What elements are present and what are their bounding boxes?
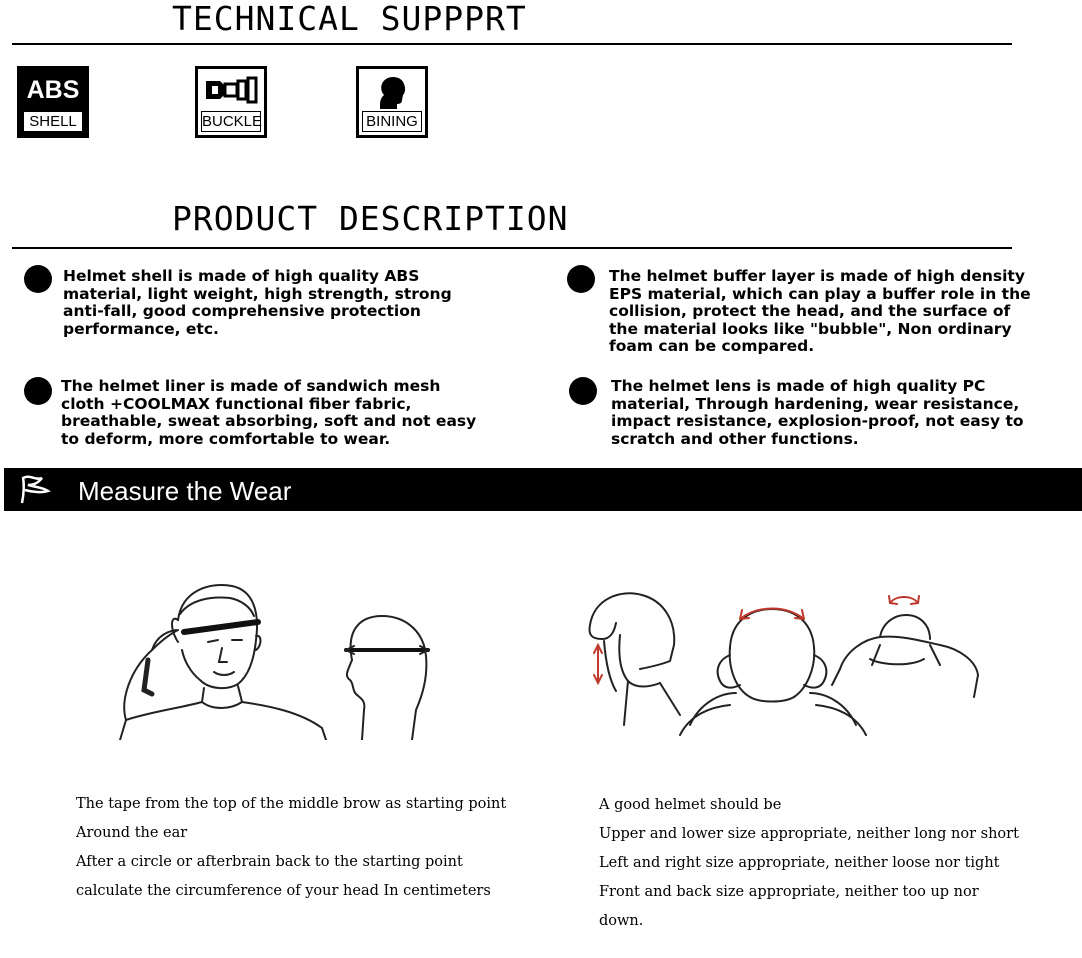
badge-abs-shell <box>17 66 89 138</box>
bullet-icon <box>567 265 595 293</box>
description-shell: Helmet shell is made of high quality ABS material, light weight, high strength, strong anti-fall, good comprehensive protection performance, etc. <box>63 267 452 338</box>
helmet-fit-guidelines <box>599 791 1019 936</box>
flag-icon <box>18 475 56 505</box>
measure-banner <box>4 468 1082 511</box>
instruction-line: The tape from the top of the middle brow as starting point <box>76 796 507 812</box>
guideline-line: down. <box>599 913 644 929</box>
description-liner: The helmet liner is made of sandwich mesh cloth +COOLMAX functional fiber fabric, breathable, sweat absorbing, soft and not easy to deform, more comfortable to wear. <box>61 377 477 448</box>
technical-support-heading: TECHNICAL SUPPPRT <box>172 0 527 38</box>
product-description-rule <box>12 247 1012 249</box>
bullet-icon <box>24 377 52 405</box>
measure-banner-title: Measure the Wear <box>78 476 292 506</box>
guideline-line: Front and back size appropriate, neither too up nor <box>599 884 979 900</box>
badge-bining <box>356 66 428 138</box>
buckle-icon <box>202 75 260 105</box>
badge-buckle <box>195 66 267 138</box>
guideline-line: A good helmet should be <box>599 797 782 813</box>
guideline-line: Left and right size appropriate, neither loose nor tight <box>599 855 1000 871</box>
instruction-line: Around the ear <box>76 825 188 841</box>
product-description-heading: PRODUCT DESCRIPTION <box>172 199 569 238</box>
bullet-icon <box>24 265 52 293</box>
measure-instructions <box>76 790 506 906</box>
technical-support-rule <box>12 43 1012 45</box>
description-buffer-layer: The helmet buffer layer is made of high density EPS material, which can play a buffer role in the collision, protect the head, and the surface of the material looks like "bubble", Non ordinary foam can be compared. <box>609 267 1031 355</box>
badge-abs-label: ABS <box>26 76 80 104</box>
head-icon <box>372 75 412 109</box>
badge-buckle-label: BUCKLE <box>202 113 263 130</box>
badge-shell-label: SHELL <box>23 111 83 132</box>
badge-bining-label: BINING <box>362 111 422 132</box>
head-measure-illustration <box>60 580 460 740</box>
guideline-line: Upper and lower size appropriate, neither long nor short <box>599 826 1019 842</box>
helmet-fit-illustration <box>580 585 990 750</box>
bullet-icon <box>569 377 597 405</box>
instruction-line: calculate the circumference of your head In centimeters <box>76 883 491 899</box>
description-lens: The helmet lens is made of high quality PC material, Through hardening, wear resistance, impact resistance, explosion-proof, not easy to scratch and other functions. <box>611 377 1024 448</box>
instruction-line: After a circle or afterbrain back to the starting point <box>76 854 463 870</box>
